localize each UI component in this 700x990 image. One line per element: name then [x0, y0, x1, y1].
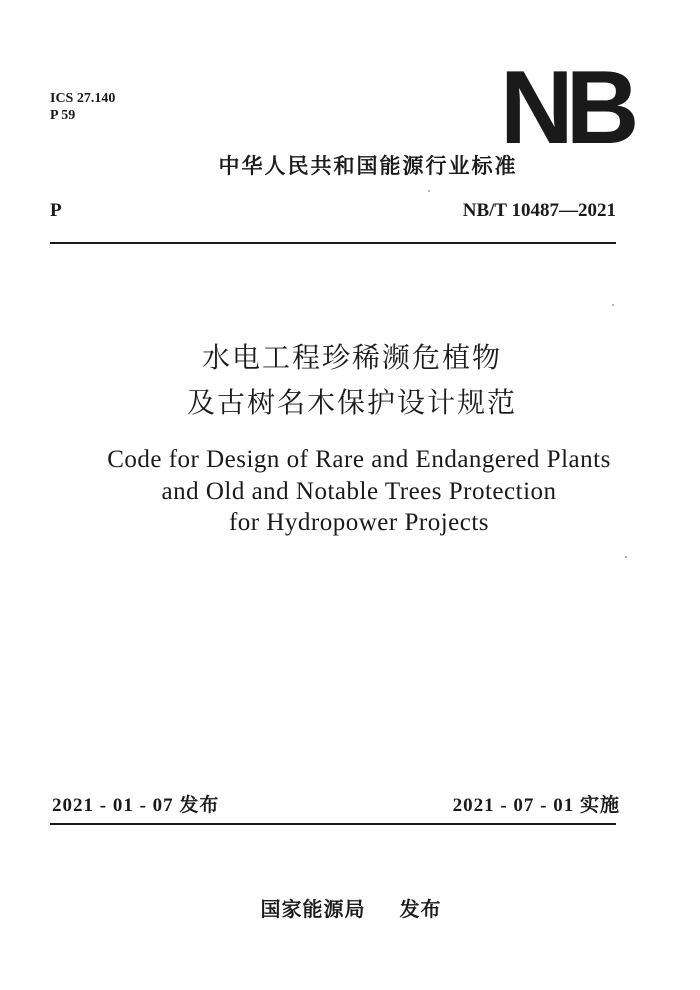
publish-label: 发布 — [179, 794, 220, 816]
publish-date: 2021 - 01 - 07 — [52, 795, 174, 816]
scan-speck — [612, 304, 614, 306]
category-code: P 59 — [50, 108, 76, 123]
classification-letter: P — [50, 200, 62, 221]
effective-label: 实施 — [579, 794, 620, 816]
issuer-action: 发布 — [399, 897, 442, 921]
title-chinese-line-2: 及古树名木保护设计规范 — [186, 386, 517, 419]
bottom-divider — [50, 823, 616, 825]
scan-speck — [625, 556, 627, 558]
title-chinese-line-1: 水电工程珍稀濒危植物 — [201, 341, 502, 374]
title-english-line-2: and Old and Notable Trees Protection — [161, 478, 557, 505]
effective-date: 2021 - 07 - 01 — [452, 795, 575, 816]
title-english-line-3: for Hydropower Projects — [228, 509, 490, 536]
ics-classification-block — [50, 90, 115, 124]
issuer-block — [0, 893, 700, 922]
effective-date-block — [453, 790, 620, 817]
nb-logo: NB — [500, 50, 632, 166]
industry-standard-title: 中华人民共和国能源行业标准 — [218, 154, 518, 178]
publish-date-block — [52, 790, 219, 817]
ics-code: ICS 27.140 — [50, 91, 116, 106]
title-english-line-1: Code for Design of Rare and Endangered Plants — [107, 446, 611, 473]
scan-speck — [428, 190, 430, 192]
issuer-name: 国家能源局 — [260, 897, 366, 921]
top-divider — [50, 242, 616, 244]
standard-number: NB/T 10487—2021 — [462, 200, 616, 221]
